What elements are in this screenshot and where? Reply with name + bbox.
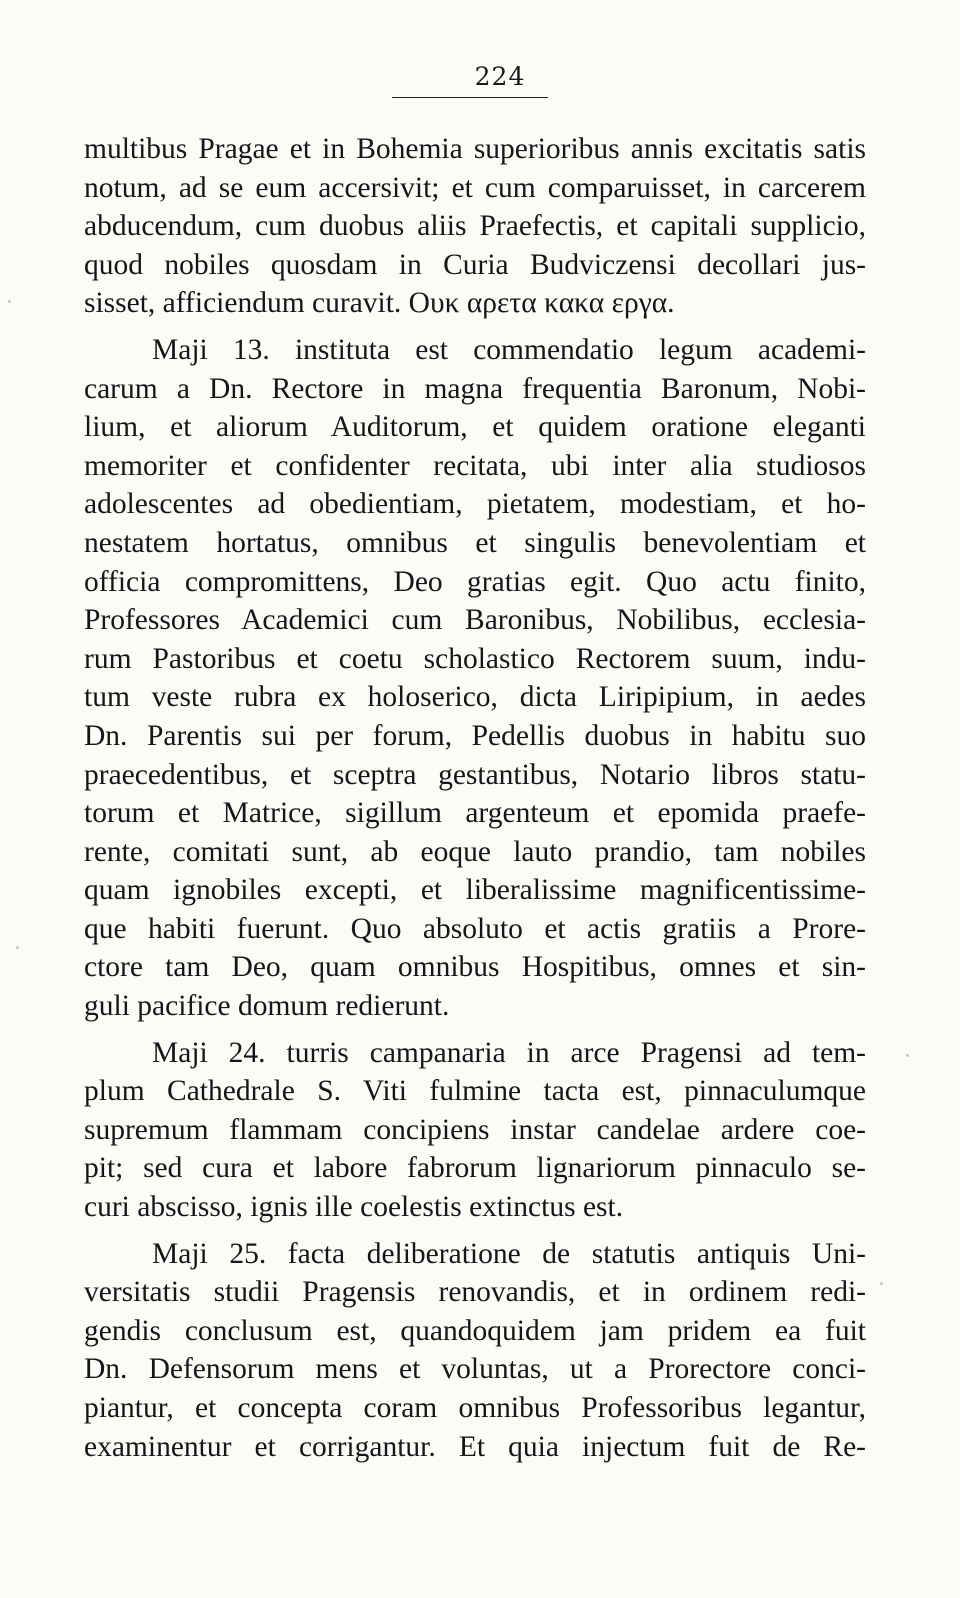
text-line: abducendum, cum duobus aliis Praefectis, et capitali supplicio,: [84, 210, 866, 243]
header-rule: [392, 97, 548, 98]
text-line: tum veste rubra ex holoserico, dicta Liripipium, in aedes: [84, 681, 866, 714]
text-line: Dn. Parentis sui per forum, Pedellis duobus in habitu suo: [84, 719, 866, 752]
text-line: praecedentibus, et sceptra gestantibus, Notario libros statu-: [84, 758, 866, 791]
text-line: Maji 25. facta deliberatione de statutis antiquis Uni-: [152, 1237, 866, 1270]
text-line: adolescentes ad obedientiam, pietatem, modestiam, et ho-: [84, 488, 866, 521]
text-line: notum, ad se eum accersivit; et cum comparuisset, in carcerem: [84, 171, 866, 204]
text-line: quod nobiles quosdam in Curia Budviczensi decollari jus-: [84, 248, 866, 281]
text-line: Dn. Defensorum mens et voluntas, ut a Prorectore conci-: [84, 1353, 866, 1386]
text-line: carum a Dn. Rectore in magna frequentia Baronum, Nobi-: [84, 372, 866, 405]
page-number: 224: [474, 62, 526, 91]
text-line: curi abscisso, ignis ille coelestis extinctus est.: [84, 1191, 624, 1224]
text-line: pit; sed cura et labore fabrorum lignariorum pinnaculo se-: [84, 1152, 866, 1185]
text-line: gendis conclusum est, quandoquidem jam pridem ea fuit: [84, 1314, 866, 1347]
text-line: quam ignobiles excepti, et liberalissime magnificentissime-: [84, 874, 866, 907]
text-line: torum et Matrice, sigillum argenteum et epomida praefe-: [84, 797, 866, 830]
text-line: rente, comitati sunt, ab eoque lauto prandio, tam nobiles: [84, 835, 866, 868]
body-text: [84, 130, 866, 1466]
text-line: Maji 13. instituta est commendatio legum academi-: [152, 333, 866, 366]
text-line: piantur, et concepta coram omnibus Professoribus legantur,: [84, 1392, 866, 1424]
text-line: plum Cathedrale S. Viti fulmine tacta est, pinnaculumque: [84, 1075, 866, 1108]
text-line: lium, et aliorum Auditorum, et quidem oratione eleganti: [84, 411, 866, 444]
text-line: examinentur et corrigantur. Et quia injectum fuit de Re-: [84, 1430, 866, 1463]
text-line: memoriter et confidenter recitata, ubi inter alia studiosos: [84, 449, 866, 482]
text-line: nestatem hortatus, omnibus et singulis benevolentiam et: [84, 526, 866, 559]
text-line: que habiti fuerunt. Quo absoluto et actis gratiis a Prore-: [84, 912, 866, 945]
text-line: sisset, afficiendum curavit. Ουκ αρετα κακα εργα.: [84, 287, 675, 320]
text-line: supremum flammam concipiens instar candelae ardere coe-: [84, 1113, 866, 1146]
text-line: rum Pastoribus et coetu scholastico Rectorem suum, indu-: [84, 642, 866, 675]
text-line: guli pacifice domum redierunt.: [84, 990, 450, 1023]
paragraph-gap: [84, 1227, 866, 1235]
text-line: versitatis studii Pragensis renovandis, et in ordinem redi-: [84, 1276, 866, 1309]
paragraph-gap: [84, 1026, 866, 1034]
scan-speck: [8, 300, 11, 303]
scan-speck: [906, 1054, 909, 1057]
text-line: officia compromittens, Deo gratias egit. Quo actu finito,: [84, 565, 866, 598]
text-line: multibus Pragae et in Bohemia superioribus annis excitatis satis: [84, 133, 866, 165]
text-line: Professores Academici cum Baronibus, Nobilibus, ecclesia-: [84, 604, 866, 637]
text-line: ctore tam Deo, quam omnibus Hospitibus, omnes et sin-: [84, 951, 866, 984]
scan-speck: [880, 1282, 883, 1285]
paragraph-gap: [84, 323, 866, 331]
scan-speck: [16, 946, 19, 949]
text-line: Maji 24. turris campanaria in arce Pragensi ad tem-: [152, 1036, 866, 1069]
